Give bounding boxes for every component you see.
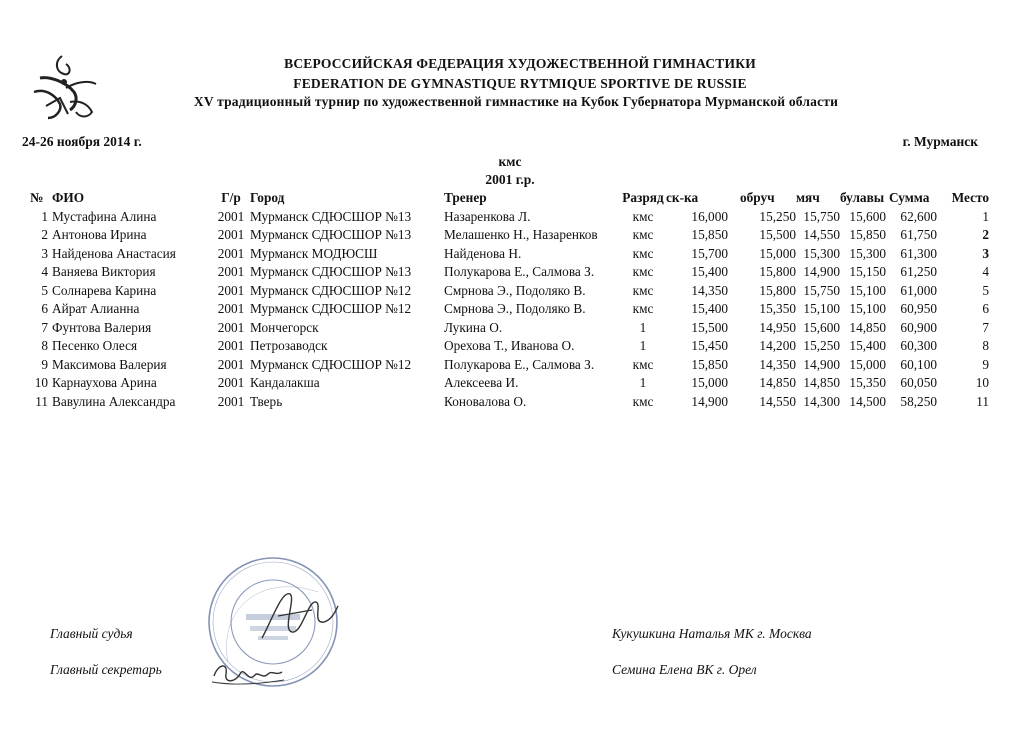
cell-clubs: 15,350: [849, 375, 886, 391]
table-row: [30, 208, 989, 227]
header-name: ФИО: [52, 190, 85, 206]
cell-number: 9: [41, 356, 48, 372]
cell-name: Максимова Валерия: [52, 356, 167, 372]
cell-hoop: 14,350: [759, 356, 796, 372]
cell-birth-year: 2001: [217, 282, 245, 298]
cell-hoop: 14,200: [759, 338, 796, 354]
cell-ball: 14,900: [803, 264, 840, 280]
cell-clubs: 15,150: [849, 264, 886, 280]
cell-coach: Смрнова Э., Подоляко В.: [444, 282, 586, 298]
header-city: Город: [250, 190, 285, 206]
cell-ball: 14,300: [803, 393, 840, 409]
results-table: [30, 189, 989, 411]
cell-ball: 14,550: [803, 227, 840, 243]
cell-city: Мончегорск: [250, 319, 319, 335]
cell-coach: Орехова Т., Иванова О.: [444, 338, 575, 354]
cell-birth-year: 2001: [217, 245, 245, 261]
cell-rank: 1: [639, 319, 647, 335]
cell-name: Фунтова Валерия: [52, 319, 152, 335]
cell-number: 4: [41, 264, 48, 280]
chief-judge-name: Кукушкина Наталья МК г. Москва: [612, 626, 812, 641]
cell-rope: 15,850: [691, 227, 728, 243]
cell-birth-year: 2001: [217, 264, 245, 280]
cell-total: 61,300: [900, 245, 937, 261]
cell-place: 5: [982, 282, 989, 298]
table-row: [30, 319, 989, 338]
birth-year-label: 2001 г.р.: [485, 172, 535, 187]
cell-hoop: 15,350: [759, 301, 796, 317]
cell-clubs: 15,600: [849, 208, 886, 224]
header-total: Сумма: [889, 190, 930, 206]
cell-hoop: 14,850: [759, 375, 796, 391]
cell-hoop: 15,250: [759, 208, 796, 224]
cell-coach: Полукарова Е., Салмова З.: [444, 356, 595, 372]
header-number: №: [30, 190, 44, 206]
cell-total: 61,750: [900, 227, 937, 243]
cell-city: Мурманск МОДЮСШ: [250, 245, 378, 261]
cell-rope: 15,850: [691, 356, 728, 372]
cell-ball: 15,750: [803, 282, 840, 298]
cell-rank: 1: [639, 338, 647, 354]
cell-hoop: 14,950: [759, 319, 796, 335]
chief-judge-signature: [252, 580, 342, 650]
cell-name: Ваняева Виктория: [52, 264, 156, 280]
header-birth-year: Г/р: [221, 190, 241, 206]
cell-number: 7: [41, 319, 48, 335]
cell-total: 60,950: [900, 301, 937, 317]
cell-number: 11: [35, 393, 48, 409]
cell-ball: 15,750: [803, 208, 840, 224]
tournament-title: XV традиционный турнир по художественной гимнастике на Кубок Губернатора Мурманской области: [193, 94, 839, 109]
cell-place: 11: [976, 393, 989, 409]
cell-rank: кмс: [632, 245, 654, 261]
cell-coach: Алексеева И.: [444, 375, 519, 391]
cell-total: 61,000: [900, 282, 937, 298]
cell-clubs: 15,000: [849, 356, 886, 372]
cell-number: 6: [41, 301, 48, 317]
cell-rank: кмс: [632, 356, 654, 372]
table-row: [30, 282, 989, 301]
cell-birth-year: 2001: [217, 338, 245, 354]
table-header-row: [30, 189, 989, 208]
cell-rank: кмс: [632, 393, 654, 409]
cell-coach: Смрнова Э., Подоляко В.: [444, 301, 586, 317]
cell-number: 3: [41, 245, 48, 261]
cell-rope: 15,400: [691, 264, 728, 280]
cell-city: Мурманск СДЮСШОР №12: [250, 282, 412, 298]
cell-rank: кмс: [632, 264, 654, 280]
cell-coach: Лукина О.: [444, 319, 503, 335]
cell-total: 61,250: [900, 264, 937, 280]
cell-clubs: 15,100: [849, 301, 886, 317]
cell-name: Найденова Анастасия: [52, 245, 176, 261]
table-row: [30, 337, 989, 356]
chief-secretary-label: Главный секретарь: [50, 662, 162, 677]
event-dates: 24-26 ноября 2014 г.: [22, 134, 142, 149]
chief-secretary-signature: [206, 652, 286, 692]
cell-number: 8: [41, 338, 48, 354]
cell-hoop: 15,500: [759, 227, 796, 243]
cell-rope: 14,900: [691, 393, 728, 409]
cell-birth-year: 2001: [217, 319, 245, 335]
cell-city: Мурманск СДЮСШОР №13: [250, 227, 412, 243]
cell-birth-year: 2001: [217, 208, 245, 224]
cell-coach: Полукарова Е., Салмова З.: [444, 264, 595, 280]
cell-rope: 15,450: [691, 338, 728, 354]
cell-birth-year: 2001: [217, 375, 245, 391]
cell-rope: 15,000: [691, 375, 728, 391]
cell-rope: 15,700: [691, 245, 728, 261]
cell-number: 10: [34, 375, 48, 391]
federation-title-fr: FEDERATION DE GYMNASTIQUE RYTMIQUE SPORTIVE DE RUSSIE: [293, 76, 747, 91]
cell-city: Мурманск СДЮСШОР №12: [250, 356, 412, 372]
cell-clubs: 15,850: [849, 227, 886, 243]
table-row: [30, 374, 989, 393]
event-city: г. Мурманск: [902, 134, 978, 149]
cell-coach: Найденова Н.: [444, 245, 522, 261]
header-ball: мяч: [796, 190, 820, 206]
cell-hoop: 14,550: [759, 393, 796, 409]
cell-ball: 15,100: [803, 301, 840, 317]
cell-hoop: 15,000: [759, 245, 796, 261]
cell-ball: 15,600: [803, 319, 840, 335]
cell-rank: кмс: [632, 301, 654, 317]
cell-place: 10: [975, 375, 989, 391]
cell-name: Мустафина Алина: [52, 208, 157, 224]
cell-city: Кандалакша: [250, 375, 320, 391]
cell-birth-year: 2001: [217, 227, 245, 243]
cell-clubs: 15,300: [849, 245, 886, 261]
chief-judge-label: Главный судья: [50, 626, 133, 641]
cell-ball: 14,850: [803, 375, 840, 391]
cell-coach: Назаренкова Л.: [444, 208, 531, 224]
cell-city: Петрозаводск: [250, 338, 328, 354]
cell-place: 1: [982, 208, 989, 224]
cell-rope: 15,400: [691, 301, 728, 317]
cell-ball: 15,300: [803, 245, 840, 261]
cell-number: 5: [41, 282, 48, 298]
cell-hoop: 15,800: [759, 282, 796, 298]
header-rank: Разряд: [622, 190, 664, 206]
cell-rank: кмс: [632, 282, 654, 298]
cell-clubs: 15,400: [849, 338, 886, 354]
cell-coach: Коновалова О.: [444, 393, 527, 409]
cell-total: 60,050: [900, 375, 937, 391]
cell-rank: 1: [639, 375, 647, 391]
cell-clubs: 14,850: [849, 319, 886, 335]
cell-number: 1: [41, 208, 48, 224]
table-row: [30, 393, 989, 412]
table-row: [30, 300, 989, 319]
cell-coach: Мелашенко Н., Назаренков: [444, 227, 598, 243]
cell-birth-year: 2001: [217, 301, 245, 317]
cell-hoop: 15,800: [759, 264, 796, 280]
cell-name: Песенко Олеся: [52, 338, 138, 354]
cell-rank: кмс: [632, 208, 654, 224]
cell-place: 2: [982, 227, 989, 243]
cell-total: 60,300: [900, 338, 937, 354]
header-place: Место: [951, 190, 989, 206]
cell-rope: 14,350: [691, 282, 728, 298]
cell-birth-year: 2001: [217, 356, 245, 372]
cell-name: Айрат Алианна: [52, 301, 140, 317]
cell-city: Мурманск СДЮСШОР №13: [250, 208, 412, 224]
cell-place: 8: [982, 338, 989, 354]
cell-total: 62,600: [900, 208, 937, 224]
cell-name: Солнарева Карина: [52, 282, 157, 298]
cell-name: Карнаухова Арина: [52, 375, 157, 391]
table-row: [30, 263, 989, 282]
header-hoop: обруч: [740, 190, 775, 206]
cell-rope: 16,000: [691, 208, 728, 224]
cell-clubs: 15,100: [849, 282, 886, 298]
cell-ball: 14,900: [803, 356, 840, 372]
category-label: кмс: [498, 154, 522, 169]
federation-title-ru: ВСЕРОССИЙСКАЯ ФЕДЕРАЦИЯ ХУДОЖЕСТВЕННОЙ ГИМНАСТИКИ: [284, 56, 756, 71]
cell-total: 58,250: [900, 393, 937, 409]
cell-place: 7: [982, 319, 989, 335]
cell-city: Мурманск СДЮСШОР №13: [250, 264, 412, 280]
cell-place: 6: [982, 301, 989, 317]
cell-place: 4: [982, 264, 989, 280]
cell-total: 60,100: [900, 356, 937, 372]
cell-birth-year: 2001: [217, 393, 245, 409]
header-coach: Тренер: [444, 190, 487, 206]
cell-place: 9: [982, 356, 989, 372]
table-row: [30, 226, 989, 245]
header-rope: ск-ка: [666, 190, 699, 206]
cell-ball: 15,250: [803, 338, 840, 354]
cell-rank: кмс: [632, 227, 654, 243]
cell-name: Вавулина Александра: [52, 393, 176, 409]
chief-secretary-name: Семина Елена ВК г. Орел: [612, 662, 757, 677]
cell-total: 60,900: [900, 319, 937, 335]
cell-number: 2: [41, 227, 48, 243]
table-row: [30, 245, 989, 264]
cell-city: Мурманск СДЮСШОР №12: [250, 301, 412, 317]
cell-rope: 15,500: [691, 319, 728, 335]
header-clubs: булавы: [840, 190, 885, 206]
table-row: [30, 356, 989, 375]
cell-clubs: 14,500: [849, 393, 886, 409]
cell-city: Тверь: [250, 393, 283, 409]
cell-place: 3: [982, 245, 989, 261]
cell-name: Антонова Ирина: [52, 227, 147, 243]
